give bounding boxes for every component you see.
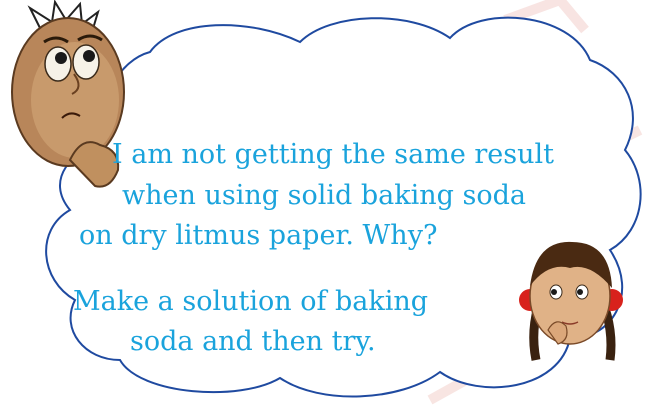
- question-line-1: I am not getting the same result: [112, 139, 554, 170]
- question-line-2: when using solid baking soda: [122, 180, 526, 211]
- thinking-boy-icon: [12, 2, 124, 187]
- question-line-3: on dry litmus paper. Why?: [79, 220, 438, 251]
- answer-line-1: Make a solution of baking: [73, 286, 429, 317]
- answer-line-2: soda and then try.: [130, 326, 376, 357]
